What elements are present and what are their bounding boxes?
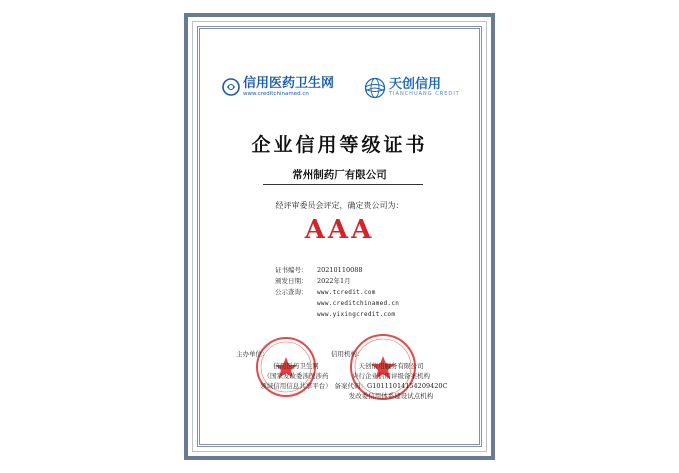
sponsor-label: 主办单位： (236, 350, 269, 358)
query-link[interactable]: www.creditchinamed.cn (317, 300, 400, 307)
institution-body (331, 361, 451, 401)
company-name: 常州制药厂有限公司 (292, 169, 387, 181)
cert-number-label: 证书编号： (275, 266, 308, 274)
institution-line: 备案代码：G10111014154209420C (334, 382, 448, 390)
creditchinamed-name: 信用医药卫生网 (243, 76, 335, 91)
sponsor-line: 领域信用信息共享平台） (260, 382, 332, 390)
tianchuang-logo (364, 77, 460, 99)
certificate-title: 企业信用等级证书 (251, 134, 428, 156)
creditchinamed-logo (222, 77, 334, 97)
company-underline (263, 184, 423, 185)
institution-line: 天创信用服务有限公司 (358, 362, 424, 370)
institution-line: 央行企业信用评级备案机构 (352, 372, 430, 380)
query-label: 公示查询： (275, 288, 308, 296)
tianchuang-globe-icon (364, 77, 386, 99)
sponsor-line: （国家发改委涉医涉药 (263, 372, 329, 380)
issue-date-label: 颁发日期： (275, 277, 308, 285)
creditchinamed-url: www.creditchinamed.cn (243, 91, 309, 98)
evaluation-statement: 经评审委员会评定，确定贵公司为： (275, 201, 404, 210)
query-link[interactable]: www.tcredit.com (317, 289, 376, 296)
issue-date-row (275, 276, 399, 287)
institution-block (331, 349, 451, 401)
institution-label: 信用机构： (331, 350, 364, 358)
issue-date-value: 2022年1月 (317, 277, 351, 285)
creditchinamed-emblem-icon (222, 78, 240, 96)
credit-rating: AAA (304, 215, 375, 245)
certificate-details (275, 265, 399, 320)
institution-line: 发改委信用体系建设试点机构 (348, 392, 434, 400)
tianchuang-subtitle: TIANCHUANG CREDIT (389, 91, 460, 98)
certificate-frame (184, 13, 495, 460)
tianchuang-name: 天创信用 (389, 77, 442, 93)
sponsor-block (236, 349, 346, 391)
cert-number-row (275, 265, 399, 276)
sponsor-line: 信用医药卫生网 (273, 362, 319, 370)
query-link[interactable]: www.yixingcredit.com (317, 311, 396, 318)
query-links (317, 287, 399, 320)
logo-bar (222, 77, 462, 113)
cert-number-value: 20210110088 (317, 266, 363, 274)
query-row (275, 287, 399, 320)
